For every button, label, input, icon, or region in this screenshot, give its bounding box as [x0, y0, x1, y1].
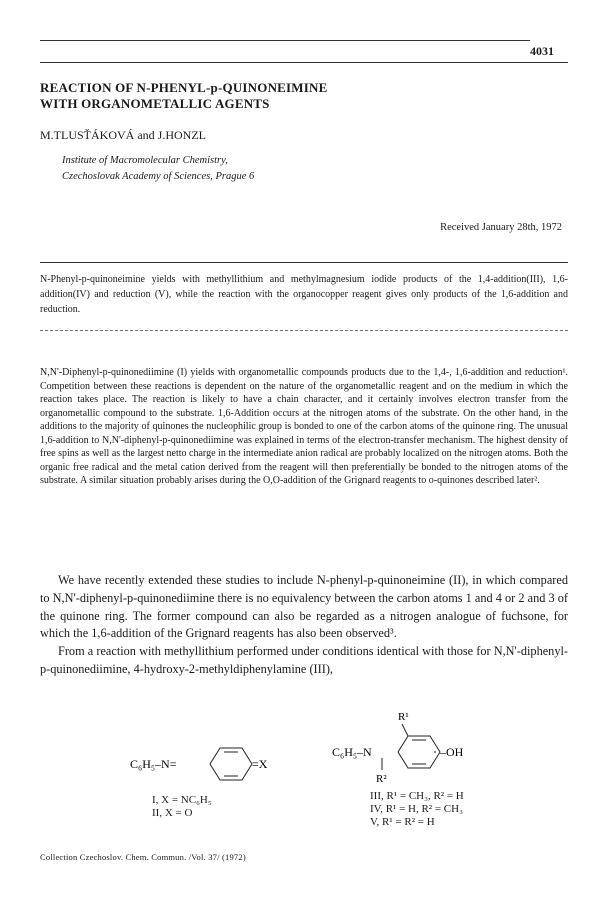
authors: M.TLUSŤÁKOVÁ and J.HONZL: [40, 128, 206, 142]
structure-right-N: C₆H₅–N: [332, 745, 372, 759]
affiliation: [62, 153, 254, 185]
abstract-rule-bottom: [40, 330, 568, 331]
paragraph-1: We have recently extended these studies to include N-phenyl-p-quinoneimine (II), in which compared to N,N'-diphenyl-p-quinonediimine there is no equivalency between the carbon atoms 1 and 4 or 2 and 3 of the quinone ring. The former compound can also be regarded as a nitrogen analogue of fuchsone, for which the 1,6-addition of the Grignard reagents has also been observed³.: [40, 573, 568, 641]
page-number: 4031: [530, 44, 554, 58]
structure-right-R1: R¹: [398, 711, 409, 723]
caption-II: II, X = O: [152, 807, 193, 819]
paper-title: [40, 80, 560, 112]
abstract-rule-top: [40, 262, 568, 263]
caption-I: I, X = NC₆H₅: [152, 794, 212, 806]
abstract: N-Phenyl-p-quinoneimine yields with methyllithium and methylmagnesium iodide products of the 1,4-addition(III), 1,6-addition(IV) and reduction (V), while the reaction with the organocopper reagent gives only products of the 1,6-addition and reduction.: [40, 274, 568, 315]
title-line-1: REACTION OF N-PHENYL-p-QUINONEIMINE: [40, 80, 328, 95]
structure-left-label-suffix: =X: [252, 757, 268, 771]
structure-quinone-imine: [100, 740, 300, 790]
paragraph-2: From a reaction with methyllithium performed under conditions identical with those for N,N'-diphenyl-p-quinonediimine, 4-hydroxy-2-methyldiphenylamine (III),: [40, 644, 568, 676]
header-rule-left: [40, 40, 530, 41]
structure-diphenylamine: [330, 706, 530, 786]
structure-left-captions: [152, 794, 212, 820]
structure-right-R2: R²: [376, 773, 387, 785]
intro-paragraph: N,N'-Diphenyl-p-quinonediimine (I) yields with organometallic compounds products due to the 1,4-, 1,6-addition and reduction¹. Competition between these reactions is dependent on the nature of the organometallic reagent and on the medium in which the reaction takes place. The reaction is likely to have a chain character, and it certainly involves electron transfer from the organometallic compound to the substrate. 1,6-Addition occurs at the nitrogen atoms of the substrate. On the other hand, in the additions to the majority of quinones the nucleophilic group is bonded to one of the carbon atoms of the quinone ring. The unusual 1,6-addition to N,N'-diphenyl-p-quinonediimine was explained in terms of the electron-transfer mechanism. The highest density of free spins as well as the largest netto charge in the intermediate anion radical are probably localized on the nitrogen atoms. Both the organic free radical and the metal cation derived from the reagent will then preferentially be bonded to the nitrogen atoms of the substrate. A similar situation probably arises during the O,O-addition of the Grignard reagents to o-quinones described later².: [40, 367, 568, 486]
caption-V: V, R¹ = R² = H: [370, 816, 435, 828]
structure-left-label-prefix: C₆H₅–N=: [130, 757, 177, 771]
title-line-2: WITH ORGANOMETALLIC AGENTS: [40, 96, 270, 111]
affiliation-line-2: Czechoslovak Academy of Sciences, Prague 6: [62, 171, 255, 182]
caption-III: III, R¹ = CH₃, R² = H: [370, 790, 464, 802]
received-date: Received January 28th, 1972: [440, 222, 562, 233]
affiliation-line-1: Institute of Macromolecular Chemistry,: [62, 155, 228, 166]
main-text: [40, 572, 568, 679]
journal-footer: Collection Czechoslov. Chem. Commun. /Vol. 37/ (1972): [40, 852, 246, 862]
structure-right-captions: [370, 790, 464, 829]
caption-IV: IV, R¹ = H, R² = CH₃: [370, 803, 463, 815]
structure-right-OH: –OH: [440, 745, 464, 759]
header-rule-bottom: [40, 62, 568, 63]
quinone-ring: [210, 748, 252, 780]
benzene-ring: [398, 736, 440, 768]
